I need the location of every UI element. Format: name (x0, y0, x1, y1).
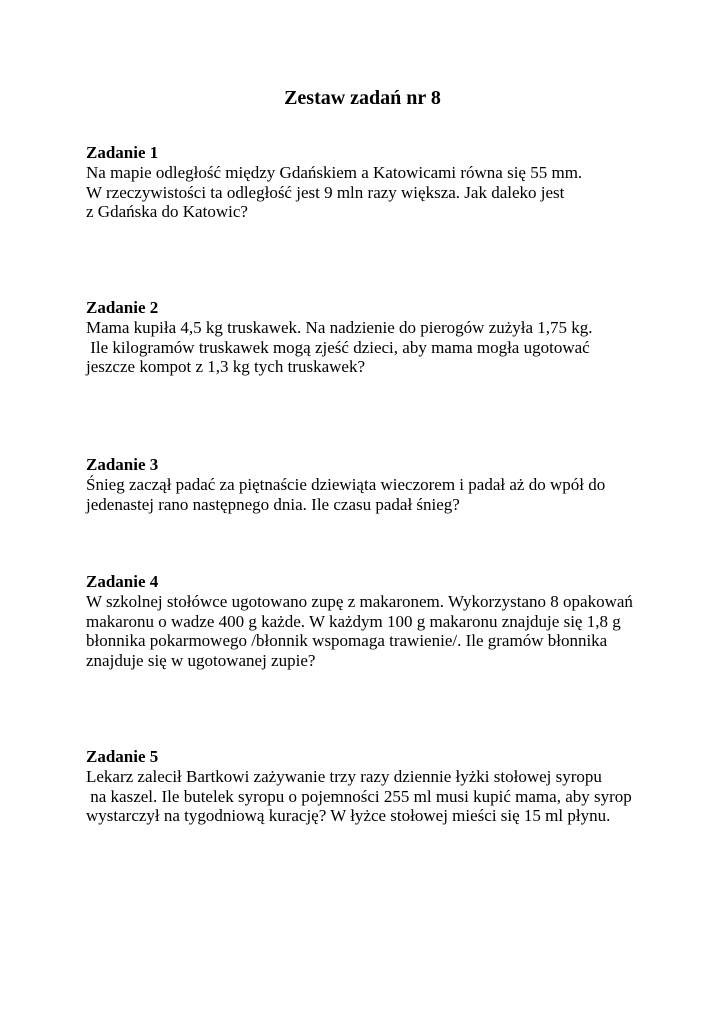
task-text-line: jeszcze kompot z 1,3 kg tych truskawek? (86, 357, 365, 377)
task-5 (86, 747, 706, 826)
task-text-line: Lekarz zalecił Bartkowi zażywanie trzy razy dziennie łyżki stołowej syropu (86, 767, 602, 786)
task-text-line: na kaszel. Ile butelek syropu o pojemności 255 ml musi kupić mama, aby syrop (86, 786, 632, 806)
task-2 (86, 298, 706, 377)
task-heading: Zadanie 2 (86, 298, 159, 317)
task-text-line: z Gdańska do Katowic? (86, 202, 248, 222)
task-text-line: znajduje się w ugotowanej zupie? (86, 651, 316, 671)
task-text-line: jedenastej rano następnego dnia. Ile czasu padał śnieg? (86, 494, 460, 514)
task-text-line: W szkolnej stołówce ugotowano zupę z makaronem. Wykorzystano 8 opakowań (86, 592, 633, 611)
task-text-line: makaronu o wadze 400 g każde. W każdym 100 g makaronu znajduje się 1,8 g (86, 611, 621, 631)
page-title: Zestaw zadań nr 8 (284, 87, 441, 109)
task-text-line: Śnieg zaczął padać za piętnaście dziewiąta wieczorem i padał aż do wpół do (86, 475, 606, 494)
task-4 (86, 572, 706, 671)
task-text-line: Ile kilogramów truskawek mogą zjeść dzieci, aby mama mogła ugotować (86, 337, 590, 357)
task-heading: Zadanie 4 (86, 572, 159, 591)
task-text-line: Mama kupiła 4,5 kg truskawek. Na nadzienie do pierogów zużyła 1,75 kg. (86, 318, 593, 337)
task-text-line: Na mapie odległość między Gdańskiem a Katowicami równa się 55 mm. (86, 163, 583, 182)
task-text-line: wystarczył na tygodniową kurację? W łyżce stołowej mieści się 15 ml płynu. (86, 806, 611, 826)
task-heading: Zadanie 3 (86, 455, 159, 474)
task-heading: Zadanie 5 (86, 747, 159, 766)
task-1 (86, 143, 706, 222)
task-3 (86, 455, 706, 514)
task-heading: Zadanie 1 (86, 143, 159, 162)
task-text-line: błonnika pokarmowego /błonnik wspomaga trawienie/. Ile gramów błonnika (86, 631, 608, 651)
task-text-line: W rzeczywistości ta odległość jest 9 mln razy większa. Jak daleko jest (86, 182, 565, 202)
